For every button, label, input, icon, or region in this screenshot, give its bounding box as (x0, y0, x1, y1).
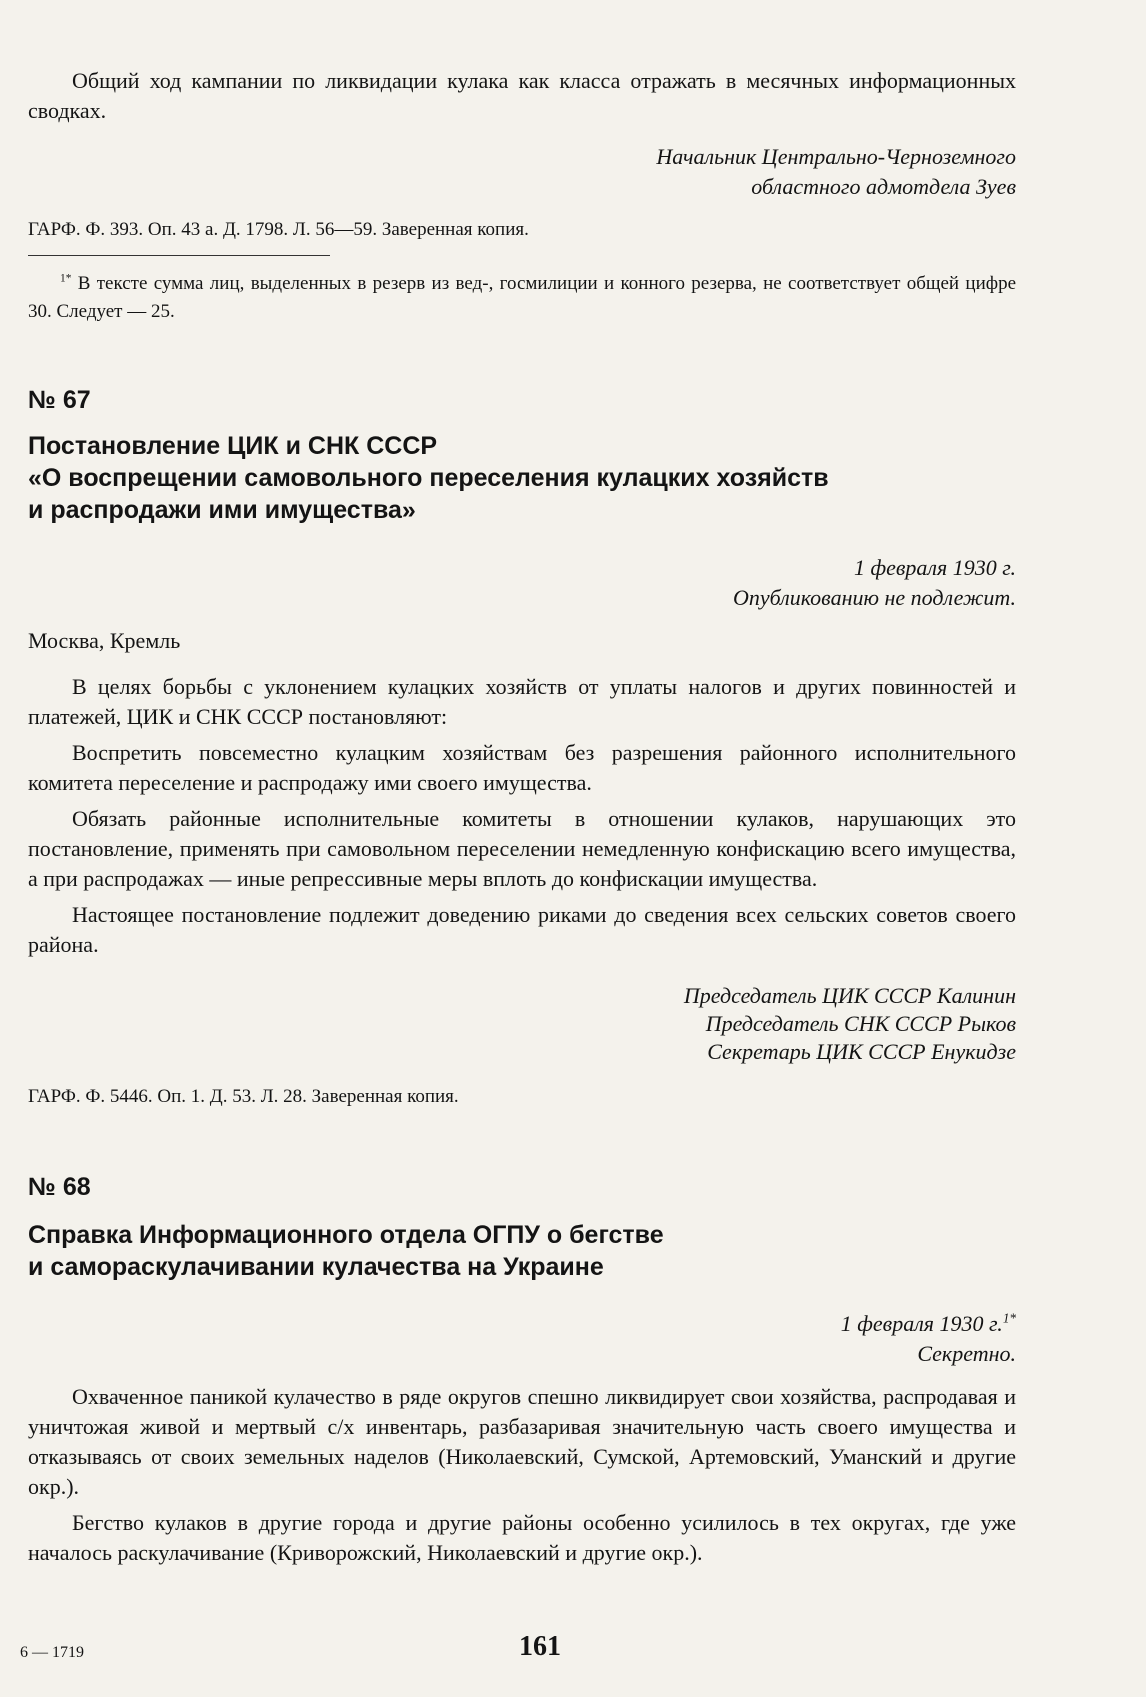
body-paragraph: Воспретить повсеместно кулацким хозяйствам без разрешения районного исполнительного комитета переселение и распродажу ими своего имущества. (28, 740, 1016, 795)
intro-section (28, 66, 1016, 126)
intro-paragraph: Общий ход кампании по ликвидации кулака как класса отражать в месячных информационных сводках. (28, 68, 1016, 123)
footnote (28, 270, 1016, 326)
signature-line: Председатель СНК СССР Рыков (705, 1011, 1016, 1036)
document-place: Москва, Кремль (28, 628, 181, 653)
signature-line: Начальник Центрально-Черноземного (656, 144, 1016, 169)
document-number: № 68 (28, 1173, 91, 1201)
archive-source: ГАРФ. Ф. 5446. Оп. 1. Д. 53. Л. 28. Заверенная копия. (28, 1086, 459, 1107)
doc67-source (28, 1084, 1016, 1110)
date-footnote-mark: 1* (1002, 1310, 1016, 1326)
body-paragraph: Настоящее постановление подлежит доведению риками до сведения всех сельских советов своего района. (28, 902, 1016, 957)
body-paragraph: Охваченное паникой кулачество в ряде округов спешно ликвидирует свои хозяйства, распродавая и уничтожая живой и мертвый с/х инвентарь, разбазаривая значительную часть своего имущества и отказываясь от своих земельных наделов (Николаевский, Сумской, Артемовский, Уманский и другие окр.). (28, 1384, 1016, 1499)
document-title-line: и распродажи ими имущества» (28, 496, 416, 524)
doc67-place (28, 626, 1016, 656)
footnote-text: $^{1*}$ В тексте сумма лиц, выделенных в резерв из вед-, госмилиции и конного резерва, не соответствует общей цифре 30. Следует — 25. (28, 272, 1017, 322)
body-paragraph: Бегство кулаков в другие города и другие районы особенно усилилось в тех округах, где уже началось раскулачивание (Криворожский, Николаевский и другие окр.). (28, 1510, 1016, 1565)
document-classification: Секретно. (917, 1341, 1016, 1366)
intro-source (28, 217, 1016, 243)
doc68-body (28, 1382, 1016, 1568)
footnote-divider (28, 255, 330, 256)
document-title-line: Справка Информационного отдела ОГПУ о бегстве (28, 1221, 664, 1249)
doc68-title (28, 1219, 1016, 1283)
archive-source: ГАРФ. Ф. 393. Оп. 43 а. Д. 1798. Л. 56—59. Заверенная копия. (28, 219, 529, 240)
signature-line: областного адмотдела Зуев (751, 174, 1016, 199)
document-title-line: и самораскулачивании кулачества на Украине (28, 1253, 604, 1281)
doc67-meta (28, 553, 1016, 613)
footnote-mark: 1* (60, 272, 72, 285)
doc67-body (28, 672, 1016, 960)
doc68-header (28, 1172, 1016, 1202)
document-classification: Опубликованию не подлежит. (732, 585, 1016, 610)
doc67-signatures (28, 982, 1016, 1066)
doc67-header (28, 385, 1016, 415)
document-title-line: «О воспрещении самовольного переселения кулацких хозяйств (28, 464, 829, 492)
page-number: 161 (519, 1631, 561, 1662)
document-date: 1 февраля 1930 г. (853, 555, 1016, 580)
body-paragraph: Обязать районные исполнительные комитеты в отношении кулаков, нарушающих это постановление, применять при самовольном переселении немедленную конфискацию всего имущества, а при распродажах — иные репрессивные меры вплоть до конфискации имущества. (28, 806, 1016, 891)
document-date: 1 февраля 1930 г.$^{1*}$ (840, 1310, 1016, 1336)
document-number: № 67 (28, 386, 91, 414)
doc67-title (28, 430, 1016, 526)
intro-signature (28, 142, 1016, 202)
print-signature: 6 — 1719 (20, 1644, 84, 1661)
doc68-meta (28, 1309, 1016, 1369)
document-title-line: Постановление ЦИК и СНК СССР (28, 432, 438, 460)
body-paragraph: В целях борьбы с уклонением кулацких хозяйств от уплаты налогов и других повинностей и платежей, ЦИК и СНК СССР постановляют: (28, 674, 1016, 729)
signature-line: Председатель ЦИК СССР Калинин (683, 983, 1016, 1008)
signature-line: Секретарь ЦИК СССР Енукидзе (707, 1039, 1016, 1064)
